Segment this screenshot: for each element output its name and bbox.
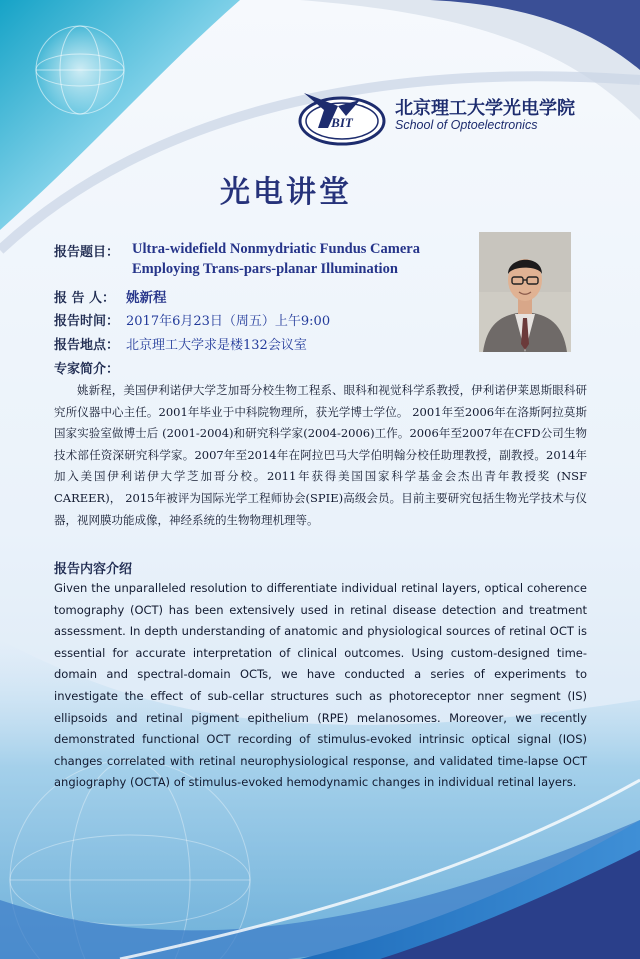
school-name-en: School of Optoelectronics xyxy=(395,118,538,132)
speaker-portrait-icon xyxy=(479,232,571,352)
bio-heading: 专家简介： xyxy=(54,362,120,377)
abstract-heading: 报告内容介绍 xyxy=(54,562,133,577)
speaker-row xyxy=(54,286,167,306)
time-label: 报告时间： xyxy=(54,314,120,329)
talk-title-line2: Employing Trans-pars-planar Illumination xyxy=(132,261,398,277)
speaker-name: 姚新程 xyxy=(126,290,167,306)
talk-title-line1: Ultra-widefield Nonmydriatic Fundus Camera xyxy=(132,241,420,257)
place-row xyxy=(54,334,307,353)
speaker-photo xyxy=(479,232,571,352)
abstract-text: Given the unparalleled resolution to differentiate individual retinal layers, optical coherence tomography (OCT) has been extensively used in retinal disease detection and treatment assessment. In depth understanding of anatomic and physiological sources of retinal OCT is essential for accurate interpretation of clinical outcomes. Using custom-designed time-domain and spectral-domain OCTs, we have conducted a series of experiments to investigate the effect of sub-cellar structures such as photoreceptor nner segment (IS) ellipsoids and retinal pigment epithelium (RPE) melanosomes. Moreover, we recently demonstrated functional OCT recording of stimulus-evoked intrinsic optical signal (IOS) changes correlated with retinal neurophysiological response, and validated time-lapse OCT angiography (OCTA) of stimulus-evoked hemodynamic changes in individual retinal layers. xyxy=(54,581,587,790)
page-title: 光电讲堂 xyxy=(220,175,352,210)
talk-title xyxy=(132,239,420,279)
bit-emblem-icon xyxy=(298,88,390,148)
emblem-text: BIT xyxy=(331,115,353,130)
school-logo xyxy=(298,88,598,148)
place-label: 报告地点： xyxy=(54,338,120,353)
time-value: 2017年6月23日（周五）上午9:00 xyxy=(126,314,331,329)
school-name-cn: 北京理工大学光电学院 xyxy=(395,98,575,119)
topic-row xyxy=(54,241,126,260)
place-value: 北京理工大学求是楼132会议室 xyxy=(126,338,307,353)
speaker-label: 报 告 人： xyxy=(54,291,116,306)
time-row xyxy=(54,310,330,329)
bio-text: 姚新程，美国伊利诺伊大学芝加哥分校生物工程系、眼科和视觉科学系教授，伊利诺伊莱恩斯眼科研究所仪器中心主任。2001年毕业于中科院物理所，获光学博士学位。 2001年至2006年在洛斯阿拉莫斯国家实验室做博士后 (2001-2004)和研究科学家(2004-2006)工作。2006年至2007年在CFD公司生物技术部任资深研究科学家。2007年至2014年在阿拉巴马大学伯明翰分校任助理教授，副教授。2014年加入美国伊利诺伊大学芝加哥分校。2011年获得美国国家科学基金会杰出青年教授奖 (NSF CAREER)， 2015年被评为国际光学工程师协会(SPIE)高级会员。目前主要研究包括生物光学技术与仪器，视网膜功能成像，神经系统的生物物理机理等。 xyxy=(54,383,587,527)
topic-label: 报告题目： xyxy=(54,245,120,260)
